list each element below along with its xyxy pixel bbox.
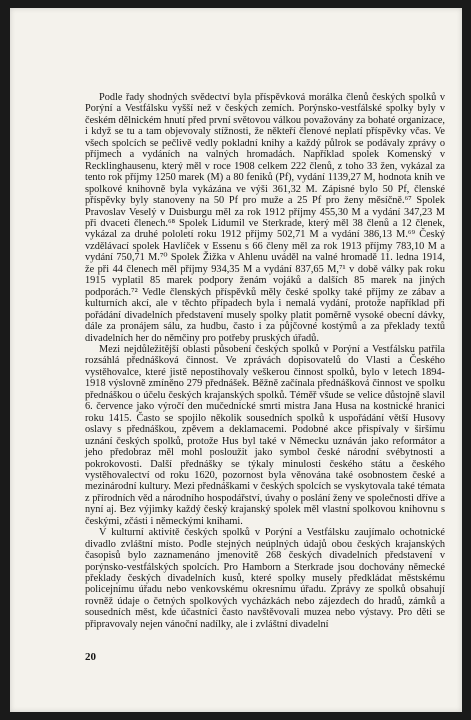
body-text [85,92,445,630]
paragraph: Podle řady shodných svědectví byla příspěvková morálka členů českých spolků v Porýní a Vestfálsku vyšší než v českých zemích. Porýnsko-vestfálské spolky byly v českém dělnickém hnutí před první světovou válkou považovány za bohaté organizace, i když se tu a tam objevovaly stížnosti, že někteří členové neplatí příspěvky včas. Ve všech spolcích se pečlivě vedly pokladní knihy a každý půlrok se podávaly zprávy o příjmech a vydáních na valných hromadách. Například spolek Komenský v Recklinghausenu, který měl v roce 1908 celkem 222 členů, z toho 33 žen, vykázal za tento rok příjmy 1250 marek (M) a 80 feniků (Pf), vydání 1139,27 M, hodnota knih ve spolkové knihovně byla vykázána ve výši 361,32 M. Zápisné bylo 50 Pf, členské příspěvky byly stanoveny na 50 Pf pro muže a 25 Pf pro ženy měsíčně.⁶⁷ Spolek Pravoslav Veselý v Duisburgu měl za rok 1912 příjmy 455,30 M a vydání 347,23 M při dvaceti členech.⁶⁸ Spolek Lidumil ve Sterkrade, který měl 38 členů a 12 členek, vykázal za druhé pololetí roku 1912 příjmy 502,71 M a vydání 386,13 M.⁶⁹ Český vzdělávací spolek Havlíček v Essenu s 66 členy měl za rok 1913 příjmy 783,10 M a vydání 750,71 M.⁷⁰ Spolek Žižka v Ahlenu uváděl na valné hromadě 11. ledna 1914, že při 44 členech měl příjmy 934,35 M a vydání 837,65 M,⁷¹ v době války pak roku 1915 vyplatil 85 marek podpory ženám vojáků a dalších 85 marek na jiných podporách.⁷² Vedle členských příspěvků měly české spolky také příjmy ze zábav a kulturních akcí, ale v těchto případech byla i nemalá vydání, protože například při pořádání divadelních představení musely spolky platit poměrně vysoké obecní dávky, dále za pronájem sálu, za hudbu, často i za půjčovné kostýmů a za překlady textů divadelních her do němčiny pro potřeby pruských úřadů. [85,92,445,344]
paragraph: Mezi nejdůležitější oblasti působení českých spolků v Porýní a Vestfálsku patřila rozsáhlá přednášková činnost. Ve zprávách dopisovatelů do Vlasti a Českého vystěhovalce, které jistě nepostihovaly veškerou činnost spolků, bylo v letech 1894-1918 výslovně zmíněno 279 přednášek. Běžně začínala přednášková činnost ve spolku přednáškou o účelu českých krajanských spolků. Téměř všude se velice důstojně slavil 6. července jako výročí den mučednické smrti mistra Jana Husa na kostnické hranici roku 1415. Často se spojilo několik sousedních spolků k uspořádání větší Husovy oslavy s přednáškou, zpěvem a deklamacemi. Podobné akce přispívaly v širšímu uznání českých spolků, protože Hus byl také v Německu uznáván jako reformátor a jeho předobraz měl mohl posloužit jako symbol české národní svébytnosti a pokrokovosti. Další přednášky se týkaly minulosti českého státu a českého vystěhovalectví od roku 1620, pozornost byla věnována také osobnostem české a mezinárodní kultury. Mezi přednáškami v českých spolcích se vyskytovala také témata z přírodních věd a národního hospodářství, úvahy o poslání ženy ve společnosti dříve a nyní aj. Bez výjimky každý český krajanský spolek měl vlastní spolkovou knihovnu s českými, zčásti i německými knihami. [85,343,445,527]
paragraph: V kulturní aktivitě českých spolků v Porýní a Vestfálsku zaujímalo ochotnické divadlo zvláštní místo. Podle stejných neúplných údajů obou českých krajanských časopisů bylo zaznamenáno jmenovitě 268 českých divadelních představení v porýnsko-vestfálských spolcích. Pro Hamborn a Sterkrade jsou dochovány německé překlady českých divadelních kusů, které spolky musely předkládat městskému policejnímu úřadu nebo venkovskému okresnímu úřadu. Zprávy ze spolků obsahují rovněž údaje o četných spolkových vycházkách nebo zájezdech do hradů, zámků a sousedních měst, kde účastníci často navštěvovali muzea nebo výstavy. Pro děti se připravovaly nejen vánoční nadílky, ale i zvláštní divadelní [85,527,445,630]
page-number: 20 [85,651,96,663]
book-page [10,8,462,712]
